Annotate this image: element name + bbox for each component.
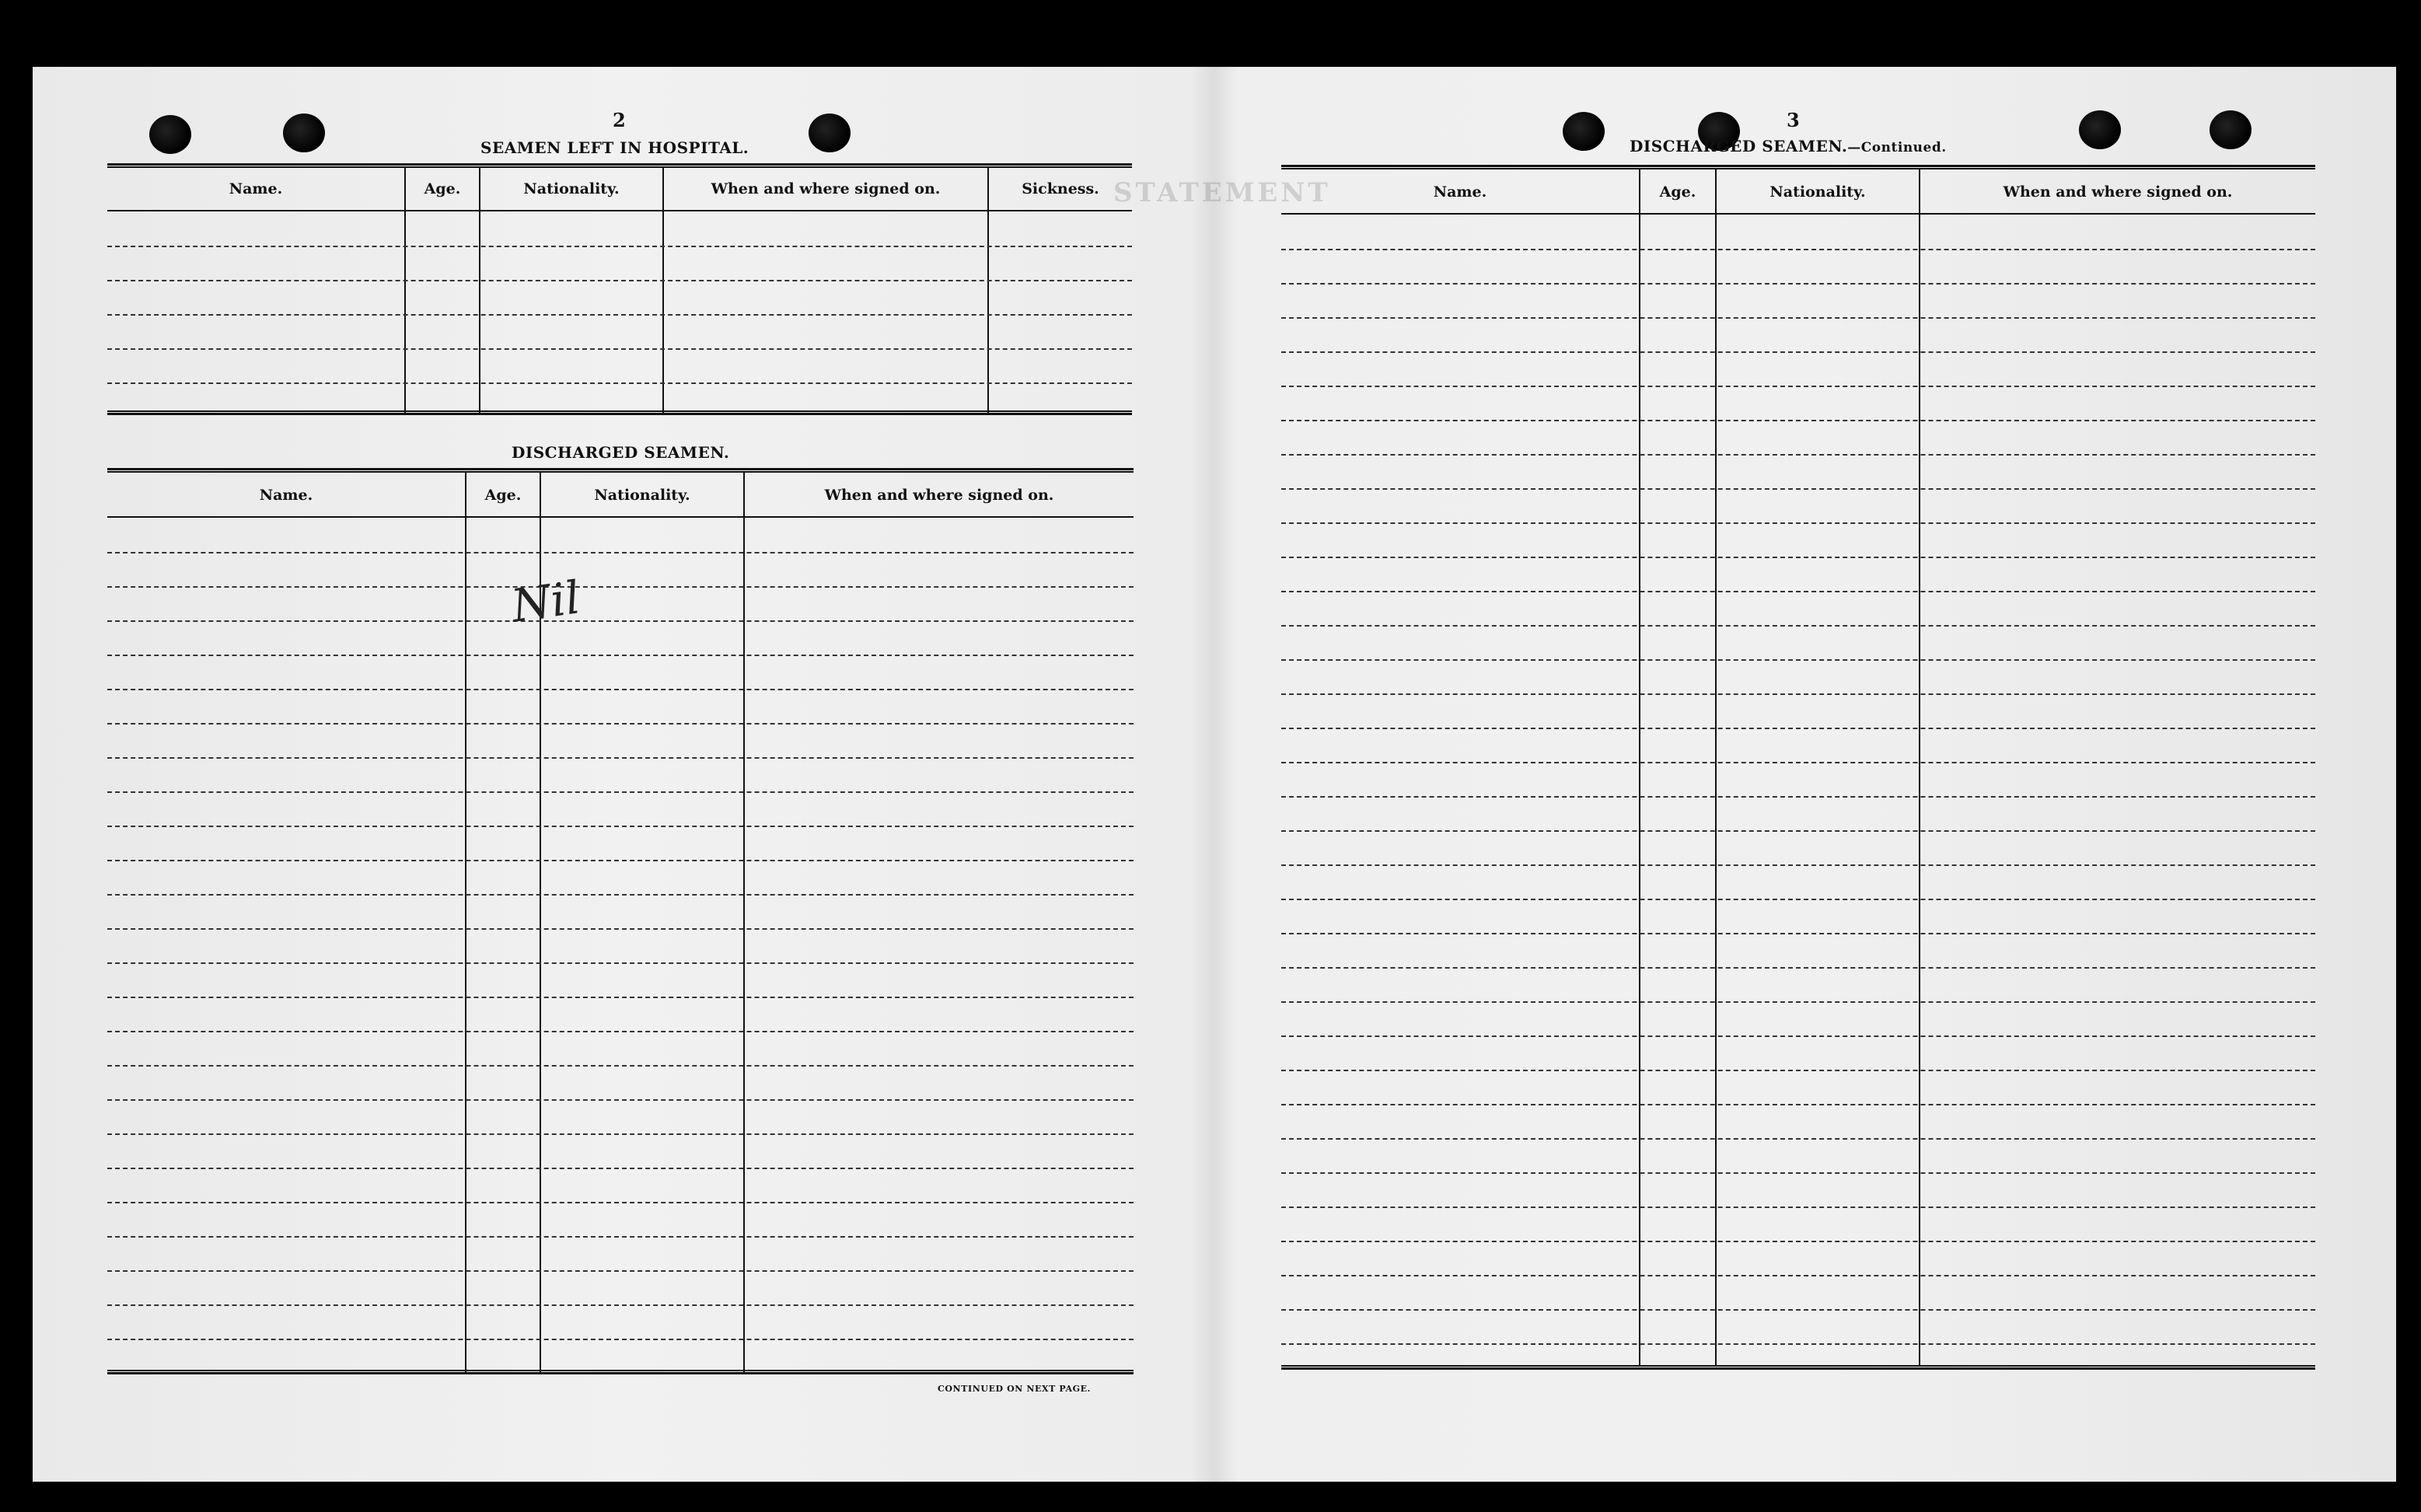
handwritten-nil: Nil bbox=[508, 571, 584, 633]
column-header-signed-on: When and where signed on. bbox=[824, 487, 1054, 504]
discharged-table-left bbox=[107, 468, 1134, 1502]
section-title-text: DISCHARGED SEAMEN. bbox=[1630, 137, 1848, 155]
column-header-nationality: Nationality. bbox=[523, 180, 620, 197]
column-header-sickness: Sickness. bbox=[1022, 180, 1099, 197]
column-header-name: Name. bbox=[229, 180, 283, 197]
column-header-age: Age. bbox=[424, 180, 461, 197]
discharged-continued-title bbox=[1630, 137, 1947, 155]
page-number: 2 bbox=[613, 109, 626, 131]
column-header-signed-on: When and where signed on. bbox=[2003, 183, 2233, 201]
column-header-age: Age. bbox=[1659, 183, 1696, 201]
column-header-name: Name. bbox=[1433, 183, 1487, 201]
left-page bbox=[107, 109, 1134, 1399]
column-header-signed-on: When and where signed on. bbox=[711, 180, 941, 197]
bleed-through-text: STATEMENT bbox=[1113, 177, 1331, 208]
page-number: 3 bbox=[1787, 109, 1800, 131]
discharged-section-title: DISCHARGED SEAMEN. bbox=[512, 443, 730, 462]
hospital-section-title: SEAMEN LEFT IN HOSPITAL. bbox=[480, 138, 749, 157]
right-page bbox=[1281, 109, 2315, 1399]
column-header-nationality: Nationality. bbox=[1769, 183, 1866, 201]
column-header-age: Age. bbox=[484, 487, 522, 504]
section-title-suffix: —Continued. bbox=[1847, 140, 1947, 155]
column-header-nationality: Nationality. bbox=[594, 487, 690, 504]
column-header-name: Name. bbox=[259, 487, 313, 504]
discharged-table-right bbox=[1281, 165, 2315, 1378]
continued-footer: CONTINUED ON NEXT PAGE. bbox=[938, 1384, 1091, 1394]
